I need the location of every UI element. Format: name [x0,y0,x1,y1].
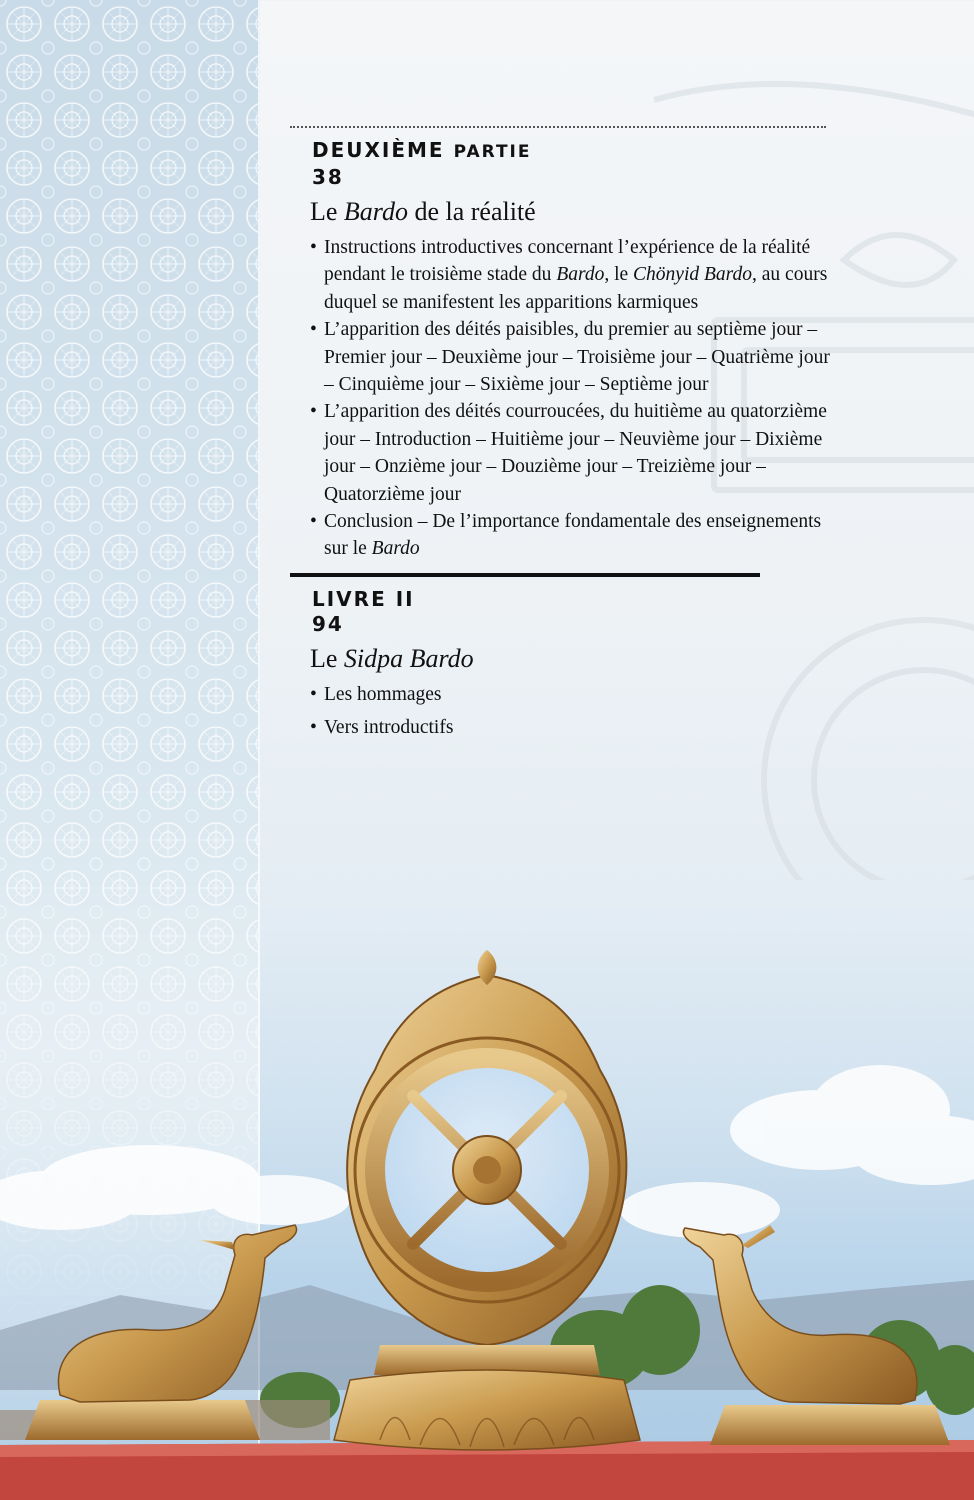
list-item-text: Instructions introductives concernant l’expérience de la réalité pendant le troisième stade du [324,237,811,286]
list-item [310,398,830,508]
solid-divider [290,573,760,577]
section-title-italic: Sidpa Bardo [343,643,474,673]
book-heading: LIVRE II [312,586,415,611]
list-item-text: , le [604,264,634,286]
list-item-text: L’apparition des déités courroucées, du huitième au quatorzième jour – Introduction – Huitième jour – Neuvième jour – Dixième jour – Onzième jour – Douzième jour – Treizième jour – Quatorzième jour [324,401,827,505]
dharma-wheel [334,950,640,1450]
section-title-after: de la réalité [407,197,536,226]
part-heading-small: PARTIE [453,142,532,162]
table-of-contents [290,126,830,742]
part-heading-main: DEUXIÈME [312,138,445,162]
list-item [310,508,830,563]
list-item-text: Conclusion – De l’importance fondamentale des enseignements sur le [324,511,822,560]
section-title-italic: Bardo [343,197,408,226]
contents-list [290,234,830,563]
page-number: 94 [312,611,344,636]
contents-list [290,681,830,742]
section-title-before: Le [310,197,344,226]
list-item-italic: Chönyid Bardo [633,264,753,286]
dotted-divider [290,126,826,128]
section-title [310,194,830,230]
part-heading [312,138,830,164]
section-title [310,641,830,677]
section-title-before: Le [310,643,344,673]
list-item-italic: Bardo [371,538,420,560]
list-item-italic: Bardo [556,264,605,286]
list-item [310,234,830,316]
list-item: • Les hommages [310,681,830,708]
list-item-text: , au cours duquel se manifestent les apparitions karmiques [324,264,828,313]
list-item-text: L’apparition des déités paisibles, du premier au septième jour – Premier jour – Deuxième jour – Troisième jour – Quatrième jour – Cinquième jour – Sixième jour – Septième jour [324,319,830,396]
page-number: 38 [312,165,344,189]
list-item [310,316,830,398]
list-item: • Vers introductifs [310,714,830,741]
